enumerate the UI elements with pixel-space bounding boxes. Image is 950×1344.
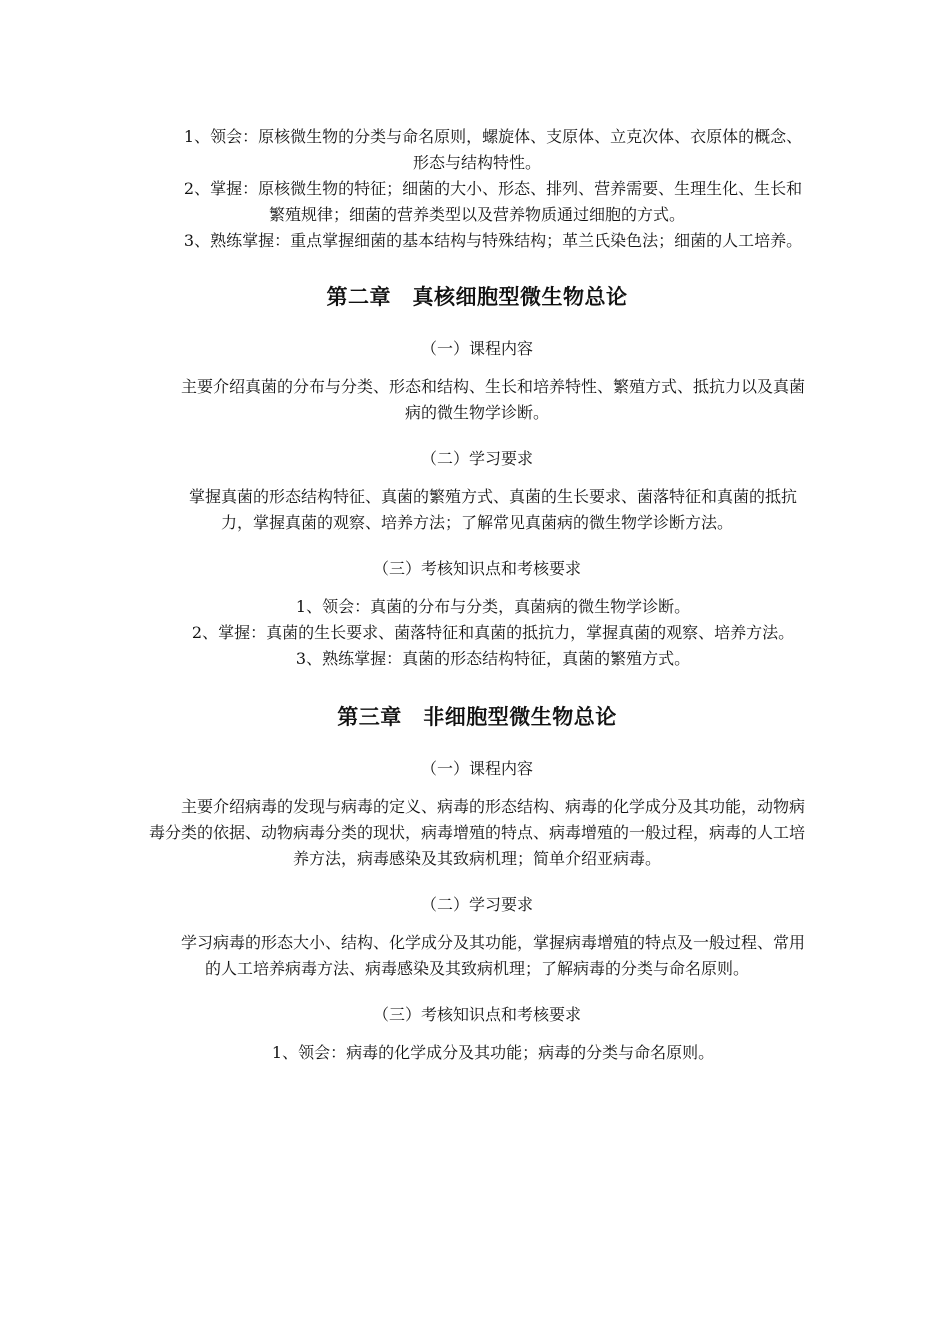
chapter-2-section-1-heading: （一）课程内容 (420, 339, 533, 358)
intro-item-1: 1、领会：原核微生物的分类与命名原则，螺旋体、支原体、立克次体、衣原体的概念、形态与结构特性。 (183, 127, 803, 172)
chapter-3-section-2-heading: （二）学习要求 (420, 895, 533, 914)
chapter-2-section-3-heading: （三）考核知识点和考核要求 (372, 559, 581, 578)
chapter-3-section-3-item-1: 1、领会：病毒的化学成分及其功能；病毒的分类与命名原则。 (271, 1043, 715, 1062)
chapter-3-title: 第三章 非细胞型微生物总论 (337, 705, 617, 729)
chapter-2-section-3-item-1: 1、领会：真菌的分布与分类，真菌病的微生物学诊断。 (295, 597, 691, 616)
chapter-2-section-1-text: 主要介绍真菌的分布与分类、形态和结构、生长和培养特性、繁殖方式、抵抗力以及真菌病的微生物学诊断。 (180, 377, 805, 422)
chapter-2-section-3-item-2: 2、掌握：真菌的生长要求、菌落特征和真菌的抵抗力，掌握真菌的观察、培养方法。 (191, 623, 795, 642)
chapter-2-title: 第二章 真核细胞型微生物总论 (326, 285, 628, 309)
chapter-3-section-3-heading: （三）考核知识点和考核要求 (372, 1005, 581, 1024)
chapter-3-section-1-heading: （一）课程内容 (420, 759, 533, 778)
chapter-2-section-3-item-3: 3、熟练掌握：真菌的形态结构特征，真菌的繁殖方式。 (295, 649, 691, 668)
intro-item-3: 3、熟练掌握：重点掌握细菌的基本结构与特殊结构；革兰氏染色法；细菌的人工培养。 (183, 231, 803, 250)
chapter-3-section-2-text: 学习病毒的形态大小、结构、化学成分及其功能，掌握病毒增殖的特点及一般过程、常用的人工培养病毒方法、病毒感染及其致病机理；了解病毒的分类与命名原则。 (180, 933, 805, 978)
document-page (148, 124, 806, 1066)
chapter-3-section-1-text: 主要介绍病毒的发现与病毒的定义、病毒的形态结构、病毒的化学成分及其功能，动物病毒分类的依据、动物病毒分类的现状，病毒增殖的特点、病毒增殖的一般过程，病毒的人工培养方法，病毒感染及其致病机理；简单介绍亚病毒。 (148, 797, 805, 868)
chapter-2-section-2-heading: （二）学习要求 (420, 449, 533, 468)
chapter-2-section-2-text: 掌握真菌的形态结构特征、真菌的繁殖方式、真菌的生长要求、菌落特征和真菌的抵抗力，掌握真菌的观察、培养方法；了解常见真菌病的微生物学诊断方法。 (188, 487, 797, 532)
intro-item-2: 2、掌握：原核微生物的特征；细菌的大小、形态、排列、营养需要、生理生化、生长和繁殖规律；细菌的营养类型以及营养物质通过细胞的方式。 (183, 179, 803, 224)
